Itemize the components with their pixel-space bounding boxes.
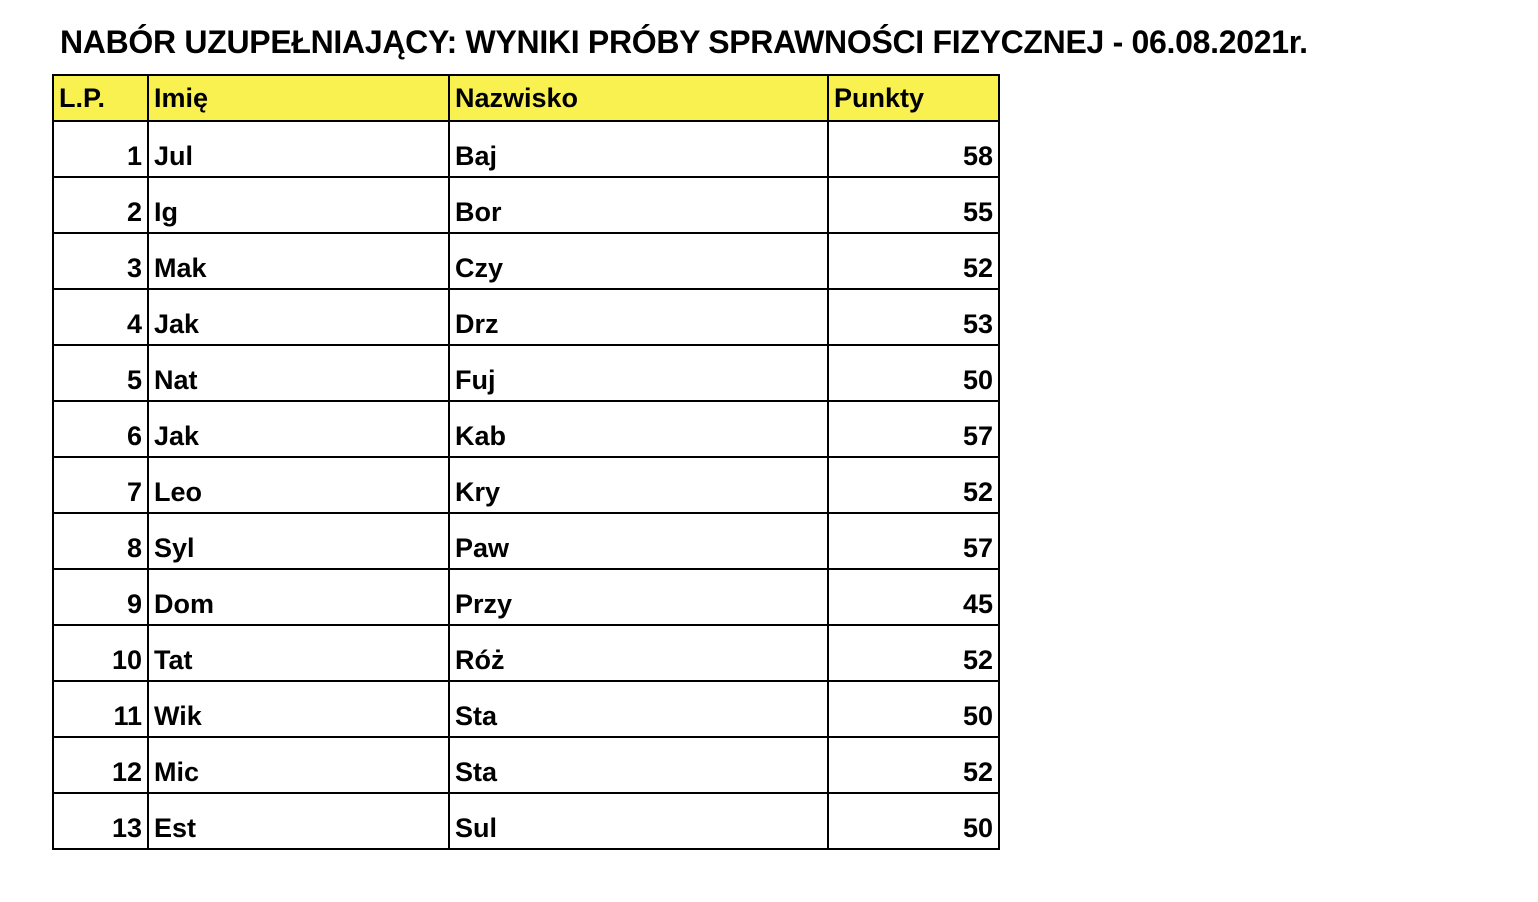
cell-nazwisko: Kab xyxy=(449,401,828,457)
table-row xyxy=(53,345,999,401)
table-row xyxy=(53,513,999,569)
table-row xyxy=(53,233,999,289)
table-row xyxy=(53,737,999,793)
cell-lp: 12 xyxy=(53,737,148,793)
cell-nazwisko: Fuj xyxy=(449,345,828,401)
table-body xyxy=(53,121,999,849)
table-row xyxy=(53,681,999,737)
cell-punkty: 52 xyxy=(828,625,999,681)
cell-imie: Mic xyxy=(148,737,449,793)
cell-lp: 11 xyxy=(53,681,148,737)
cell-imie: Ig xyxy=(148,177,449,233)
cell-nazwisko: Czy xyxy=(449,233,828,289)
cell-lp: 3 xyxy=(53,233,148,289)
cell-imie: Syl xyxy=(148,513,449,569)
cell-lp: 8 xyxy=(53,513,148,569)
header-nazwisko: Nazwisko xyxy=(449,75,828,121)
cell-nazwisko: Sta xyxy=(449,737,828,793)
cell-imie: Leo xyxy=(148,457,449,513)
header-imie: Imię xyxy=(148,75,449,121)
cell-nazwisko: Sul xyxy=(449,793,828,849)
header-row xyxy=(53,75,999,121)
cell-punkty: 57 xyxy=(828,513,999,569)
cell-lp: 5 xyxy=(53,345,148,401)
cell-lp: 4 xyxy=(53,289,148,345)
cell-punkty: 55 xyxy=(828,177,999,233)
cell-lp: 10 xyxy=(53,625,148,681)
cell-punkty: 52 xyxy=(828,457,999,513)
cell-nazwisko: Bor xyxy=(449,177,828,233)
cell-nazwisko: Paw xyxy=(449,513,828,569)
table-row xyxy=(53,289,999,345)
header-punkty: Punkty xyxy=(828,75,999,121)
cell-punkty: 58 xyxy=(828,121,999,177)
cell-punkty: 53 xyxy=(828,289,999,345)
cell-nazwisko: Przy xyxy=(449,569,828,625)
cell-punkty: 57 xyxy=(828,401,999,457)
table-row xyxy=(53,401,999,457)
cell-nazwisko: Róż xyxy=(449,625,828,681)
cell-imie: Wik xyxy=(148,681,449,737)
cell-lp: 1 xyxy=(53,121,148,177)
page-title: NABÓR UZUPEŁNIAJĄCY: WYNIKI PRÓBY SPRAWNOŚCI FIZYCZNEJ - 06.08.2021r. xyxy=(60,24,1308,60)
cell-punkty: 50 xyxy=(828,681,999,737)
cell-lp: 7 xyxy=(53,457,148,513)
cell-nazwisko: Drz xyxy=(449,289,828,345)
cell-nazwisko: Kry xyxy=(449,457,828,513)
cell-imie: Jul xyxy=(148,121,449,177)
cell-lp: 13 xyxy=(53,793,148,849)
table-row xyxy=(53,793,999,849)
table-row xyxy=(53,177,999,233)
cell-punkty: 50 xyxy=(828,793,999,849)
cell-imie: Mak xyxy=(148,233,449,289)
cell-imie: Jak xyxy=(148,401,449,457)
cell-punkty: 45 xyxy=(828,569,999,625)
cell-imie: Dom xyxy=(148,569,449,625)
cell-punkty: 52 xyxy=(828,737,999,793)
results-table xyxy=(52,74,1000,850)
table-row xyxy=(53,457,999,513)
cell-lp: 9 xyxy=(53,569,148,625)
cell-lp: 2 xyxy=(53,177,148,233)
cell-imie: Nat xyxy=(148,345,449,401)
table-row xyxy=(53,121,999,177)
table-header xyxy=(53,75,999,121)
table-row xyxy=(53,625,999,681)
cell-lp: 6 xyxy=(53,401,148,457)
cell-imie: Jak xyxy=(148,289,449,345)
cell-nazwisko: Sta xyxy=(449,681,828,737)
table-row xyxy=(53,569,999,625)
cell-punkty: 50 xyxy=(828,345,999,401)
header-lp: L.P. xyxy=(53,75,148,121)
cell-nazwisko: Baj xyxy=(449,121,828,177)
cell-imie: Tat xyxy=(148,625,449,681)
cell-imie: Est xyxy=(148,793,449,849)
cell-punkty: 52 xyxy=(828,233,999,289)
